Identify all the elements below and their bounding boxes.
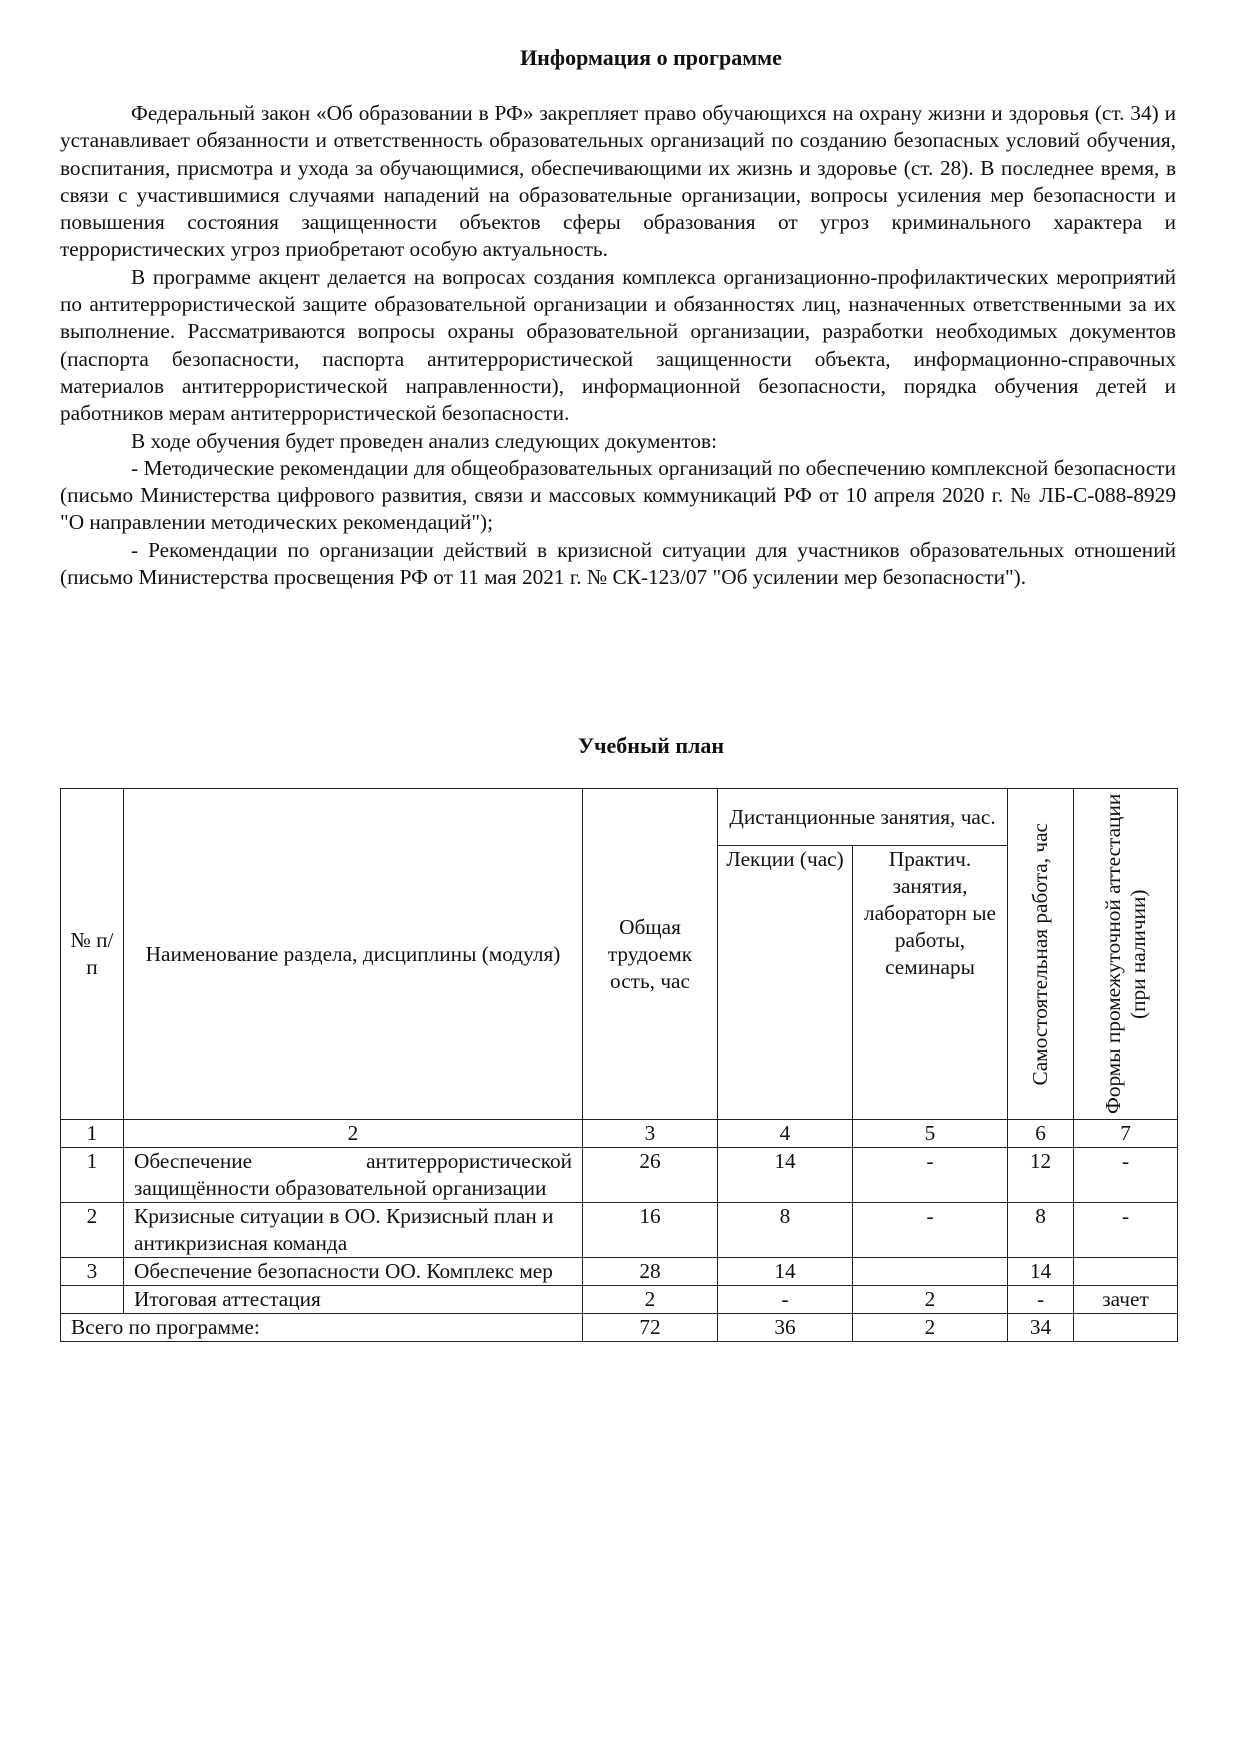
row-lectures: 8 [718, 1203, 853, 1258]
header-num: № п/п [61, 789, 124, 1120]
row-forms [1074, 1258, 1178, 1286]
row-num [61, 1286, 124, 1314]
column-number: 3 [583, 1120, 718, 1148]
column-number: 7 [1074, 1120, 1178, 1148]
study-plan-table [60, 788, 1178, 1342]
paragraph-document-1: - Методические рекомендации для общеобразовательных организаций по обеспечению комплексной безопасности (письмо Министерства цифрового развития, связи и массовых коммуникаций РФ от 10 апреля 2020 г. № ЛБ-С-088-8929 "О направлении методических рекомендаций"); [60, 455, 1176, 535]
row-lectures: 14 [718, 1258, 853, 1286]
row-name: Обеспечение безопасности ОО. Комплекс мер [124, 1258, 583, 1286]
paragraph-focus: В программе акцент делается на вопросах создания комплекса организационно-профилактических мероприятий по антитеррористической защите образовательной организации и обязанностях лиц, назначенных ответственными за их выполнение. Рассматриваются вопросы охраны образовательной организации, разработки необходимых документов (паспорта безопасности, паспорта антитеррористической защищенности объекта, информационно-справочных материалов антитеррористической направленности), информационной безопасности, порядка обучения детей и работников мерам антитеррористической безопасности. [60, 264, 1176, 426]
header-practice: Практич. занятия, лабораторн ые работы, семинары [853, 846, 1008, 1120]
row-name: Кризисные ситуации в ОО. Кризисный план и антикризисная команда [124, 1203, 583, 1258]
program-description [60, 100, 1176, 591]
row-forms: зачет [1074, 1286, 1178, 1314]
column-number: 4 [718, 1120, 853, 1148]
row-practice [853, 1258, 1008, 1286]
row-practice: 2 [853, 1286, 1008, 1314]
header-forms-cell [1074, 789, 1178, 1120]
row-total: 26 [583, 1148, 718, 1203]
total-lectures: 36 [718, 1314, 853, 1342]
table-row [61, 1203, 1178, 1258]
column-number-row [61, 1120, 1178, 1148]
header-name: Наименование раздела, дисциплины (модуля) [124, 789, 583, 1120]
total-self: 34 [1008, 1314, 1074, 1342]
total-practice: 2 [853, 1314, 1008, 1342]
header-lectures: Лекции (час) [718, 846, 853, 1120]
paragraph-document-2: - Рекомендации по организации действий в кризисной ситуации для участников образовательных отношений (письмо Министерства просвещения РФ от 11 мая 2021 г. № СК-123/07 "Об усилении мер безопасности"). [60, 537, 1176, 590]
heading-study-plan: Учебный план [577, 733, 725, 758]
row-forms: - [1074, 1148, 1178, 1203]
column-number: 2 [124, 1120, 583, 1148]
column-number: 5 [853, 1120, 1008, 1148]
total-label: Всего по программе: [61, 1314, 583, 1342]
column-number: 1 [61, 1120, 124, 1148]
row-num: 2 [61, 1203, 124, 1258]
row-num: 3 [61, 1258, 124, 1286]
table-header-row [61, 789, 1178, 846]
row-total: 2 [583, 1286, 718, 1314]
table-total-row [61, 1314, 1178, 1342]
row-self: 8 [1008, 1203, 1074, 1258]
table-row [61, 1148, 1178, 1203]
header-self-cell [1008, 789, 1074, 1120]
total-forms [1074, 1314, 1178, 1342]
row-practice: - [853, 1203, 1008, 1258]
row-forms: - [1074, 1203, 1178, 1258]
row-name: Обеспечение антитеррористической защищённости образовательной организации [124, 1148, 583, 1203]
row-total: 16 [583, 1203, 718, 1258]
row-self: 12 [1008, 1148, 1074, 1203]
header-self: Самостоятельная работа, час [1028, 822, 1053, 1086]
total-hours: 72 [583, 1314, 718, 1342]
row-name: Итоговая аттестация [124, 1286, 583, 1314]
row-num: 1 [61, 1148, 124, 1203]
column-number: 6 [1008, 1120, 1074, 1148]
row-self: - [1008, 1286, 1074, 1314]
header-total: Общая трудоемк ость, час [583, 789, 718, 1120]
row-self: 14 [1008, 1258, 1074, 1286]
row-total: 28 [583, 1258, 718, 1286]
row-lectures: 14 [718, 1148, 853, 1203]
table-row [61, 1258, 1178, 1286]
paragraph-documents-intro: В ходе обучения будет проведен анализ следующих документов: [131, 428, 718, 453]
heading-program-info: Информация о программе [520, 45, 782, 70]
header-forms: Формы промежуточной аттестации (при наличии) [1100, 793, 1150, 1115]
row-lectures: - [718, 1286, 853, 1314]
row-practice: - [853, 1148, 1008, 1203]
paragraph-law: Федеральный закон «Об образовании в РФ» закрепляет право обучающихся на охрану жизни и здоровья (ст. 34) и устанавливает обязанности и ответственность образовательных организаций по созданию безопасных условий обучения, воспитания, присмотра и ухода за обучающимися, обеспечивающими их жизнь и здоровье (ст. 28). В последнее время, в связи с участившимися случаями нападений на образовательные организации, вопросы усиления мер безопасности и повышения состояния защищенности объектов сферы образования от угроз криминального характера и террористических угроз приобретают особую актуальность. [60, 101, 1176, 262]
header-distance: Дистанционные занятия, час. [718, 789, 1008, 846]
table-row [61, 1286, 1178, 1314]
